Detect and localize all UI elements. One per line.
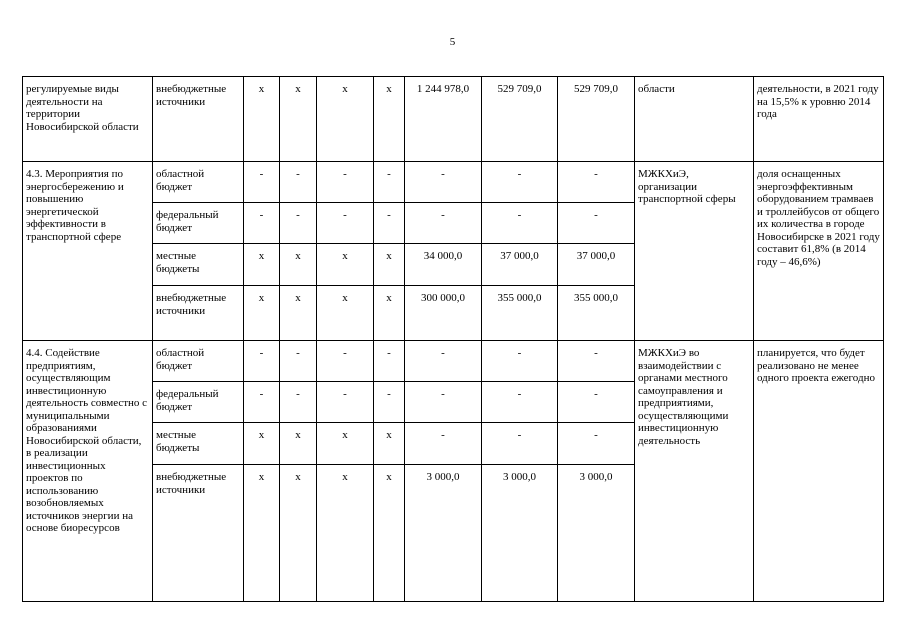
- amount-cell: 37 000,0: [482, 244, 558, 286]
- value-cell: х: [280, 77, 317, 162]
- amount-cell: 37 000,0: [558, 244, 635, 286]
- amount-cell: -: [482, 423, 558, 465]
- amount-cell: 3 000,0: [405, 465, 482, 602]
- amount-cell: -: [482, 162, 558, 203]
- amount-cell: 529 709,0: [482, 77, 558, 162]
- amount-cell: -: [405, 423, 482, 465]
- value-cell: х: [374, 286, 405, 341]
- value-cell: х: [374, 77, 405, 162]
- value-cell: х: [280, 465, 317, 602]
- source-cell: областной бюджет: [153, 341, 244, 382]
- measure-cell: 4.3. Мероприятия по энергосбережению и повышению энергетической эффективности в транспортной сфере: [23, 162, 153, 341]
- value-cell: х: [244, 423, 280, 465]
- table-row: [23, 162, 884, 203]
- source-cell: внебюджетные источники: [153, 465, 244, 602]
- result-cell: планируется, что будет реализовано не менее одного проекта ежегодно: [754, 341, 884, 602]
- value-cell: х: [374, 465, 405, 602]
- source-cell: федеральный бюджет: [153, 382, 244, 423]
- measure-cell: 4.4. Содействие предприятиям, осуществляющим инвестиционную деятельность совместно с муниципальными образованиями Новосибирской области, в реализации инвестиционных проектов по использованию возобновляемых источников энергии на основе биоресурсов: [23, 341, 153, 602]
- value-cell: -: [280, 382, 317, 423]
- amount-cell: 300 000,0: [405, 286, 482, 341]
- value-cell: х: [244, 286, 280, 341]
- value-cell: х: [280, 244, 317, 286]
- value-cell: -: [317, 382, 374, 423]
- source-cell: федеральный бюджет: [153, 203, 244, 244]
- result-cell: деятельности, в 2021 году на 15,5% к уровню 2014 года: [754, 77, 884, 162]
- amount-cell: -: [558, 423, 635, 465]
- value-cell: -: [317, 162, 374, 203]
- amount-cell: -: [558, 341, 635, 382]
- value-cell: х: [317, 423, 374, 465]
- executor-cell: МЖКХиЭ, организации транспортной сферы: [635, 162, 754, 341]
- value-cell: -: [280, 162, 317, 203]
- amount-cell: -: [482, 382, 558, 423]
- table-row: [23, 341, 884, 382]
- amount-cell: 34 000,0: [405, 244, 482, 286]
- value-cell: -: [244, 341, 280, 382]
- value-cell: -: [280, 341, 317, 382]
- amount-cell: -: [405, 162, 482, 203]
- amount-cell: -: [482, 341, 558, 382]
- value-cell: х: [244, 244, 280, 286]
- value-cell: -: [244, 382, 280, 423]
- executor-cell: МЖКХиЭ во взаимодействии с органами местного самоуправления и предприятиями, осуществляющими инвестиционную деятельность: [635, 341, 754, 602]
- value-cell: -: [244, 162, 280, 203]
- source-cell: областной бюджет: [153, 162, 244, 203]
- value-cell: -: [244, 203, 280, 244]
- amount-cell: 1 244 978,0: [405, 77, 482, 162]
- value-cell: х: [317, 286, 374, 341]
- amount-cell: 529 709,0: [558, 77, 635, 162]
- amount-cell: -: [558, 203, 635, 244]
- value-cell: -: [374, 203, 405, 244]
- value-cell: -: [280, 203, 317, 244]
- page-number: 5: [449, 36, 456, 48]
- executor-cell: области: [635, 77, 754, 162]
- amount-cell: -: [558, 162, 635, 203]
- source-cell: местные бюджеты: [153, 244, 244, 286]
- amount-cell: -: [558, 382, 635, 423]
- value-cell: х: [317, 465, 374, 602]
- value-cell: -: [374, 162, 405, 203]
- value-cell: -: [317, 203, 374, 244]
- amount-cell: -: [482, 203, 558, 244]
- value-cell: х: [280, 423, 317, 465]
- source-cell: внебюджетные источники: [153, 286, 244, 341]
- value-cell: х: [374, 244, 405, 286]
- result-cell: доля оснащенных энергоэффективным оборудованием трамваев и троллейбусов от общего их количества в городе Новосибирске в 2021 году составит 61,8% (в 2014 году – 46,6%): [754, 162, 884, 341]
- value-cell: х: [317, 77, 374, 162]
- amount-cell: -: [405, 341, 482, 382]
- value-cell: х: [280, 286, 317, 341]
- value-cell: -: [374, 341, 405, 382]
- amount-cell: 355 000,0: [482, 286, 558, 341]
- amount-cell: -: [405, 203, 482, 244]
- amount-cell: 3 000,0: [558, 465, 635, 602]
- measure-cell: регулируемые виды деятельности на территории Новосибирской области: [23, 77, 153, 162]
- program-table: [22, 76, 884, 602]
- amount-cell: -: [405, 382, 482, 423]
- table-row: [23, 77, 884, 162]
- value-cell: х: [317, 244, 374, 286]
- value-cell: -: [317, 341, 374, 382]
- amount-cell: 355 000,0: [558, 286, 635, 341]
- value-cell: х: [244, 465, 280, 602]
- value-cell: х: [244, 77, 280, 162]
- value-cell: х: [374, 423, 405, 465]
- value-cell: -: [374, 382, 405, 423]
- source-cell: местные бюджеты: [153, 423, 244, 465]
- source-cell: внебюджетные источники: [153, 77, 244, 162]
- amount-cell: 3 000,0: [482, 465, 558, 602]
